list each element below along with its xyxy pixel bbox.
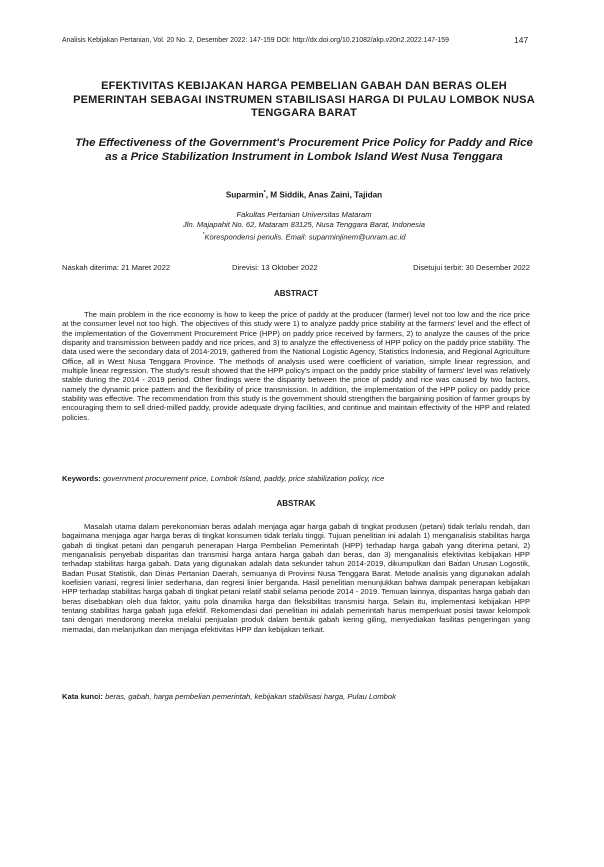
correspondence-line [70,230,538,243]
correspondence-email: Korespondensi penulis. Email: suparminjinem@unram.ac.id [204,232,406,242]
correspondence-mark: * [202,232,205,238]
kata-kunci-text: beras, gabah, harga pembelian pemerintah, kebijakan stabilisasi harga, Pulau Lombok [105,692,396,701]
keywords-label: Keywords: [62,474,101,483]
co-authors: , M Siddik, Anas Zaini, Tajidan [265,190,383,200]
corresponding-author: Suparmin [225,190,264,200]
author-list [70,190,538,200]
title-indonesian: EFEKTIVITAS KEBIJAKAN HARGA PEMBELIAN GABAH DAN BERAS OLEH PEMERINTAH SEBAGAI INSTRUMEN STABILISASI HARGA DI PULAU LOMBOK NUSA TENGGARA BARAT [73,80,535,119]
keywords-text: government procurement price, Lombok Island, paddy, price stabilization policy, rice [102,474,385,483]
manuscript-dates [62,263,530,275]
abstract-heading: ABSTRACT [274,289,318,298]
affiliation-institution: Fakultas Pertanian Universitas Mataram [236,210,372,219]
date-approved: Disetujui terbit: 30 Desember 2022 [413,263,530,272]
abstrak-heading: ABSTRAK [276,499,316,508]
abstrak-body: Masalah utama dalam perekonomian beras adalah menjaga agar harga gabah di tingkat produsen (petani) tidak terlalu rendah, dan bagaimana menjaga agar harga beras di tingkat konsumen tidak terlalu tinggi. Tujuan penelitian ini adalah 1) menganalisis stabilitas harga gabah di tingkat petani dan pengaruh penerapan Harga Pembelian Pemerintah (HPP) terhadap harga gabah yang diterima petani, 2) menganalisis penyebab disparitas dan transmisi harga antara harga gabah dan beras, dan 3) menganalisis efektivitas kebijakan HPP terhadap stabilitas harga gabah. Data yang digunakan adalah data sekunder tahun 2014-2019, dikumpulkan dari Badan Urusan Logostik, Badan Pusat Statistik, dan Dinas Pertanian Daerah, semuanya di Provinsi Nusa Tenggara Barat. Metode analisis yang digunakan adalah koefisien variasi, regresi linier sederhana, dan regresi linier berganda. Hasil penelitian menunjukkan bahwa dampak penerapan kebijakan HPP terhadap stabilitas harga gabah di tingkat petani relatif stabil selama periode 2014 - 2019. Temuan lainnya, disparitas harga gabah dan beras disebabkan oleh dua faktor, yaitu pola dinamika harga dan fleksibilitas transmisi harga. Selain itu, implementasi kebijakan HPP tentang stabilitas harga gabah juga efektif. Rekomendasi dari penelitian ini adalah pemerintah harus memperkuat posisi tawar kelompok tani dengan mendorong mereka melalui penjualan produk dalam bentuk gabah kering giling, menyediakan fasilitas pengeringan yang memadai, dan melanjutkan dan menjaga efektivitas HPP dan kebijakan terkait. [62,522,530,634]
corresponding-mark: * [263,190,266,196]
keywords-line [62,474,530,484]
date-received: Naskah diterima: 21 Maret 2022 [62,263,171,272]
abstract-body: The main problem in the rice economy is how to keep the price of paddy at the producer (farmer) level not too low and the rice price at the consumer level not too high. The objectives of this study were 1) to analyze paddy price stability at the farmers' level and the effect of the implementation of the Government Procurement Price (HPP) on paddy price received by farmers, 2) to analyze the causes of the price disparity and transmission between paddy and rice prices, and 3) to analyze the effectiveness of HPP policy on the paddy price stability. The data used were the secondary data of 2014-2019, gathered from the National Logistic Agency, Statistics Indonesia, and Regional Agriculture Office, all in West Nusa Tenggara Province. The methods of analysis used were coefficient of variation, simple linear regression, and multiple linear regression. The study's result showed that the HPP policy's impact on the paddy price stability of farmers' level was relatively stable during the 2014 - 2019 period. Other findings were the disparity between the price of paddy and rice was caused by two factors, namely the dynamic price pattern and the flexibility of price transmission. In addition, the implementation of the HPP policy on paddy price stability was effective. The recommendation from this study is the government should strengthen the bargaining position of farmer groups by encouraging them to sell dried-milled paddy, provide adequate drying facilities, and continue and maintain effectivity of the HPP and related policies. [62,310,530,422]
kata-kunci-label: Kata kunci: [62,692,103,701]
title-english: The Effectiveness of the Government's Procurement Price Policy for Paddy and Rice as a Price Stabilization Instrument in Lombok Island West Nusa Tenggara [75,137,533,163]
page-number: 147 [514,35,529,45]
affiliation-address: Jln. Majapahit No. 62, Mataram 83125, Nusa Tenggara Barat, Indonesia [182,220,426,229]
running-head: Analisis Kebijakan Pertanian, Vol. 20 No. 2, Desember 2022: 147-159 DOI: http://dx.doi.org/10.21082/akp.v20n2.2022.147-159 [62,37,449,44]
date-revised: Direvisi: 13 Oktober 2022 [232,263,318,272]
affiliation-block [70,210,538,243]
kata-kunci-line [62,692,530,702]
